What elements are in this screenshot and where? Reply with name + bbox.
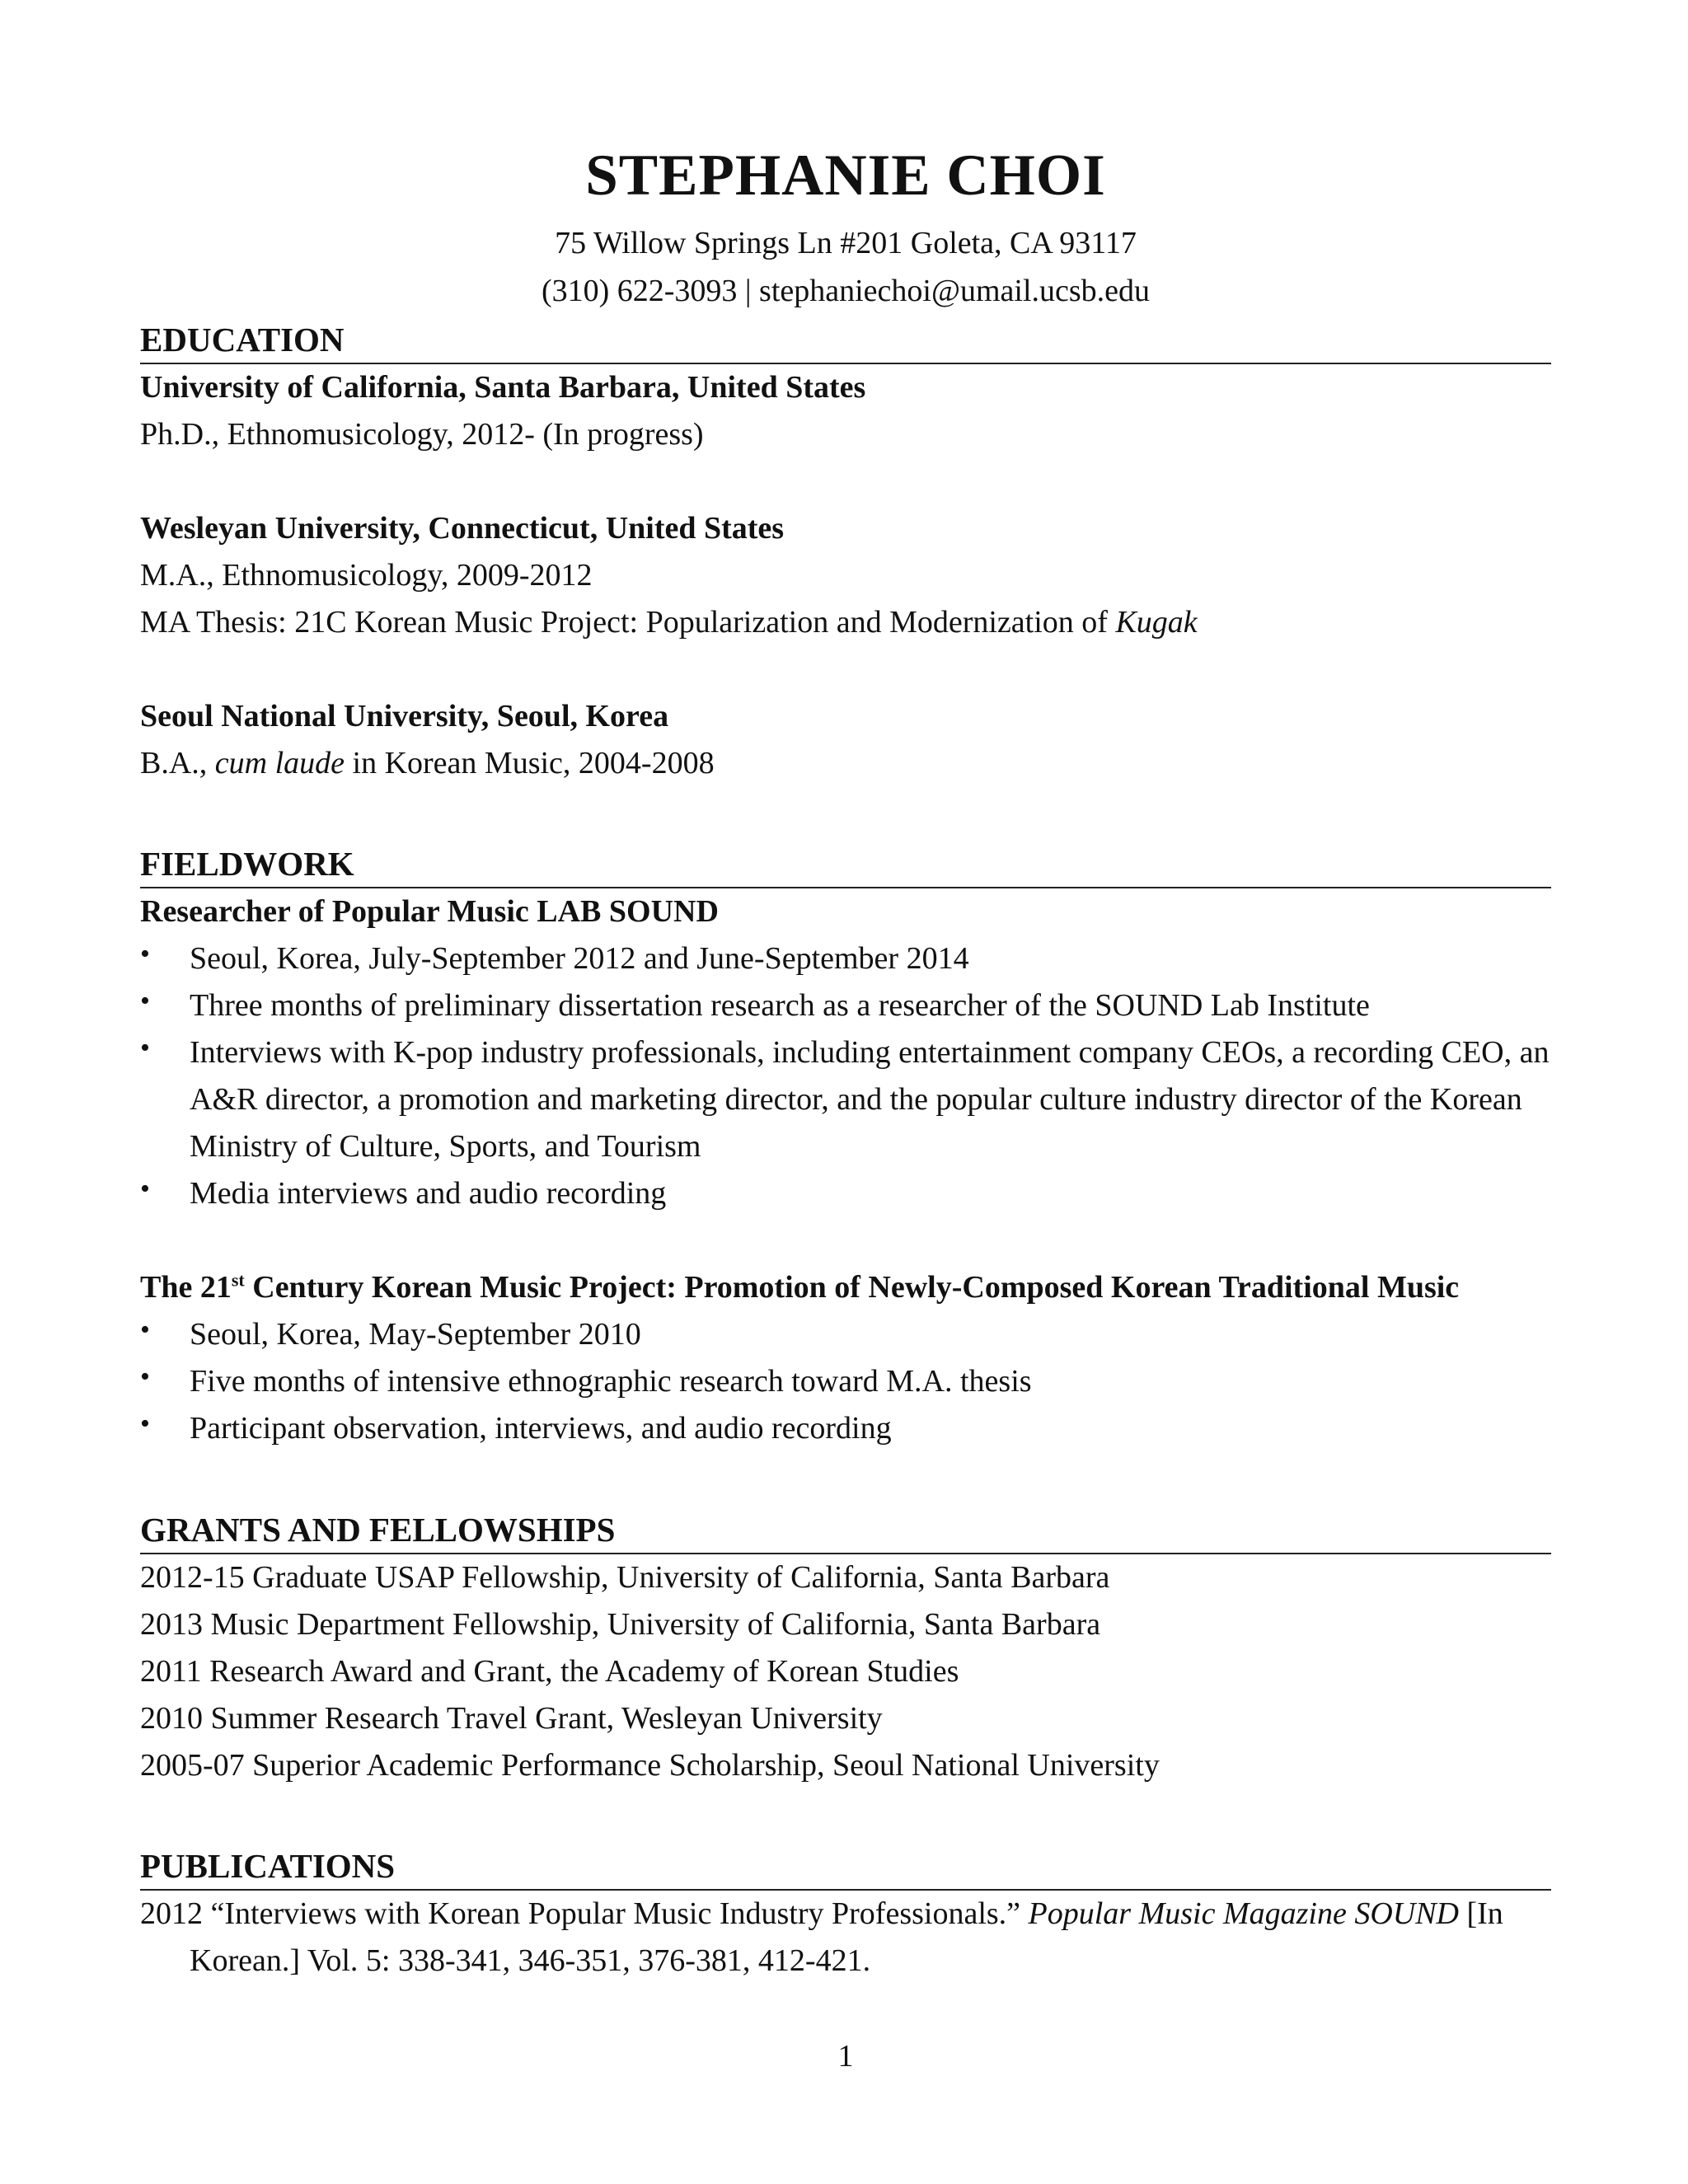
list-item: • Media interviews and audio recording bbox=[140, 1170, 1551, 1217]
degree: B.A., cum laude in Korean Music, 2004-2008 bbox=[140, 746, 715, 780]
bullet-icon: • bbox=[140, 1361, 150, 1392]
publication-item: 2012 “Interviews with Korean Popular Music Industry Professionals.” Popular Music Magazine SOUND [In Korean.] Vol. 5: 338-341, 346-351, 376-381, 412-421. bbox=[140, 1896, 1503, 1978]
bullet-list bbox=[140, 935, 1551, 1217]
list-item: • Three months of preliminary dissertation research as a researcher of the SOUND Lab Institute bbox=[140, 982, 1551, 1029]
grant-item: 2011 Research Award and Grant, the Academy of Korean Studies bbox=[140, 1654, 959, 1689]
thesis: MA Thesis: 21C Korean Music Project: Popularization and Modernization of Kugak bbox=[140, 605, 1198, 640]
degree: Ph.D., Ethnomusicology, 2012- (In progress) bbox=[140, 417, 704, 452]
publications-section bbox=[140, 1844, 1551, 1985]
section-heading: EDUCATION bbox=[140, 318, 1551, 364]
education-section bbox=[140, 318, 1551, 787]
bullet-icon: • bbox=[140, 939, 150, 969]
list-item: • Seoul, Korea, May-September 2010 bbox=[140, 1311, 1551, 1358]
grant-item: 2012-15 Graduate USAP Fellowship, University of California, Santa Barbara bbox=[140, 1560, 1110, 1595]
page-title: STEPHANIE CHOI bbox=[585, 143, 1106, 208]
institution: University of California, Santa Barbara, United States bbox=[140, 370, 866, 405]
grants-section bbox=[140, 1508, 1551, 1789]
bullet-icon: • bbox=[140, 1033, 150, 1063]
grant-item: 2005-07 Superior Academic Performance Scholarship, Seoul National University bbox=[140, 1748, 1160, 1783]
section-heading: FIELDWORK bbox=[140, 842, 1551, 888]
address-line: 75 Willow Springs Ln #201 Goleta, CA 93117 bbox=[555, 226, 1137, 260]
contact-line: (310) 622-3093 | stephaniechoi@umail.ucsb.edu bbox=[541, 274, 1151, 308]
institution: Wesleyan University, Connecticut, United States bbox=[140, 511, 785, 546]
list-item: • Five months of intensive ethnographic research toward M.A. thesis bbox=[140, 1358, 1551, 1405]
grant-item: 2010 Summer Research Travel Grant, Wesleyan University bbox=[140, 1701, 883, 1736]
list-item: • Participant observation, interviews, and audio recording bbox=[140, 1405, 1551, 1452]
project-title: The 21st Century Korean Music Project: Promotion of Newly-Composed Korean Traditional Music bbox=[140, 1269, 1460, 1305]
bullet-icon: • bbox=[140, 1315, 150, 1345]
fieldwork-section bbox=[140, 842, 1551, 1452]
institution: Seoul National University, Seoul, Korea bbox=[140, 699, 669, 733]
section-heading: PUBLICATIONS bbox=[140, 1844, 1551, 1891]
page-number: 1 bbox=[837, 2039, 854, 2074]
bullet-icon: • bbox=[140, 1408, 150, 1439]
bullet-icon: • bbox=[140, 1174, 150, 1204]
grant-item: 2013 Music Department Fellowship, University of California, Santa Barbara bbox=[140, 1607, 1101, 1642]
section-heading: GRANTS AND FELLOWSHIPS bbox=[140, 1508, 1551, 1554]
degree: M.A., Ethnomusicology, 2009-2012 bbox=[140, 558, 593, 593]
list-item: • Seoul, Korea, July-September 2012 and June-September 2014 bbox=[140, 935, 1551, 982]
resume-page bbox=[140, 0, 1551, 2184]
project-title: Researcher of Popular Music LAB SOUND bbox=[140, 894, 719, 929]
list-item: • Interviews with K-pop industry professionals, including entertainment company CEOs, a recording CEO, an A&R director, a promotion and marketing director, and the popular culture industry director of the Korean Ministry of Culture, Sports, and Tourism bbox=[140, 1029, 1551, 1170]
bullet-list bbox=[140, 1311, 1551, 1452]
bullet-icon: • bbox=[140, 986, 150, 1016]
